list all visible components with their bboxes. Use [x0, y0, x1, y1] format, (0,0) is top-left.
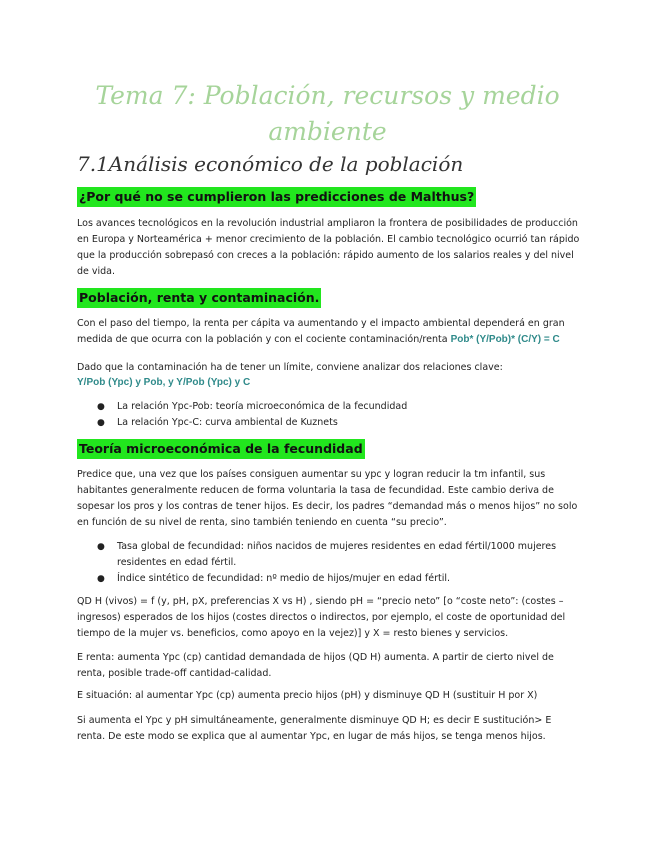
paragraph-poblacion [77, 316, 582, 348]
bullet-icon: ● [97, 574, 105, 584]
paragraph-poblacion-text: Con el paso del tiempo, la renta per cápita va aumentando y el impacto ambiental dependerá en gran medida de que ocurra con la población y con el cociente contaminación/renta [77, 318, 565, 345]
heading-teoria: Teoría microeconómica de la fecundidad [77, 439, 365, 459]
paragraph-esituacion: E situación: al aumentar Ypc (cp) aumenta precio hijos (pH) y disminuye QD H (sustituir H por X) [77, 690, 538, 701]
bullet-icon: ● [97, 542, 105, 552]
heading-malthus: ¿Por qué no se cumplieron las predicciones de Malthus? [77, 187, 476, 207]
paragraph-simultaneo: Si aumenta el Ypc y pH simultáneamente, generalmente disminuye QD H; es decir E sustitución> E renta. De este modo se explica que al aumentar Ypc, en lugar de más hijos, se tenga menos hijos. [77, 715, 552, 742]
paragraph-erenta: E renta: aumenta Ypc (cp) cantidad demandada de hijos (QD H) aumenta. A partir de cierto nivel de renta, posible trade-off cantidad-calidad. [77, 652, 554, 679]
page-title: Tema 7: Población, recursos y medio ambiente [95, 81, 560, 146]
formula-relaciones: Y/Pob (Ypc) y Pob, y Y/Pob (Ypc) y C [77, 377, 251, 388]
heading-poblacion: Población, renta y contaminación. [77, 288, 321, 308]
paragraph-malthus: Los avances tecnológicos en la revolución industrial ampliaron la frontera de posibilidades de producción en Europa y Norteamérica + menor crecimiento de la población. El cambio tecnológico ocurrió tan rápido que la producción sobrepasó con creces a la población: rápido aumento de los salarios reales y del nivel de vida. [77, 218, 580, 277]
section-heading: 7.1Análisis económico de la población [77, 152, 464, 176]
paragraph-dado: Dado que la contaminación ha de tener un límite, conviene analizar dos relaciones clave: [77, 362, 503, 373]
list-relaciones [77, 399, 582, 431]
list-fecundidad [77, 539, 582, 587]
formula-contaminacion: Pob* (Y/Pob)* (C/Y) = C [450, 334, 560, 345]
paragraph-predice: Predice que, una vez que los países consiguen aumentar su ypc y logran reducir la tm infantil, sus habitantes generalmente reducen de forma voluntaria la tasa de fecundidad. Este cambio deriva de sopesar los pros y los contras de tener hijos. Es decir, los padres “demandad más o menos hijos” no solo en función de su nivel de renta, sino también teniendo en cuenta “su precio”. [77, 469, 578, 528]
bullet-icon: ● [97, 418, 105, 428]
list-item: ● Tasa global de fecundidad: niños nacidos de mujeres residentes en edad fértil/1000 mujeres residentes en edad fértil. [97, 541, 557, 568]
list-item: ● Índice sintético de fecundidad: nº medio de hijos/mujer en edad fértil. [77, 571, 582, 587]
bullet-icon: ● [97, 402, 105, 412]
paragraph-qdh: QD H (vivos) = f (y, pH, pX, preferencias X vs H) , siendo pH = “precio neto” [o “coste neto”: (costes – ingresos) esperados de los hijos (costes directos o indirectos, por ejemplo, el coste de oportunidad del tiempo de la mujer vs. beneficios, como apoyo en la vejez)] y X = resto bienes y servicios. [77, 596, 566, 639]
list-item: ● La relación Ypc-C: curva ambiental de Kuznets [77, 415, 582, 431]
list-item: ● La relación Ypc-Pob: teoría microeconómica de la fecundidad [77, 399, 582, 415]
